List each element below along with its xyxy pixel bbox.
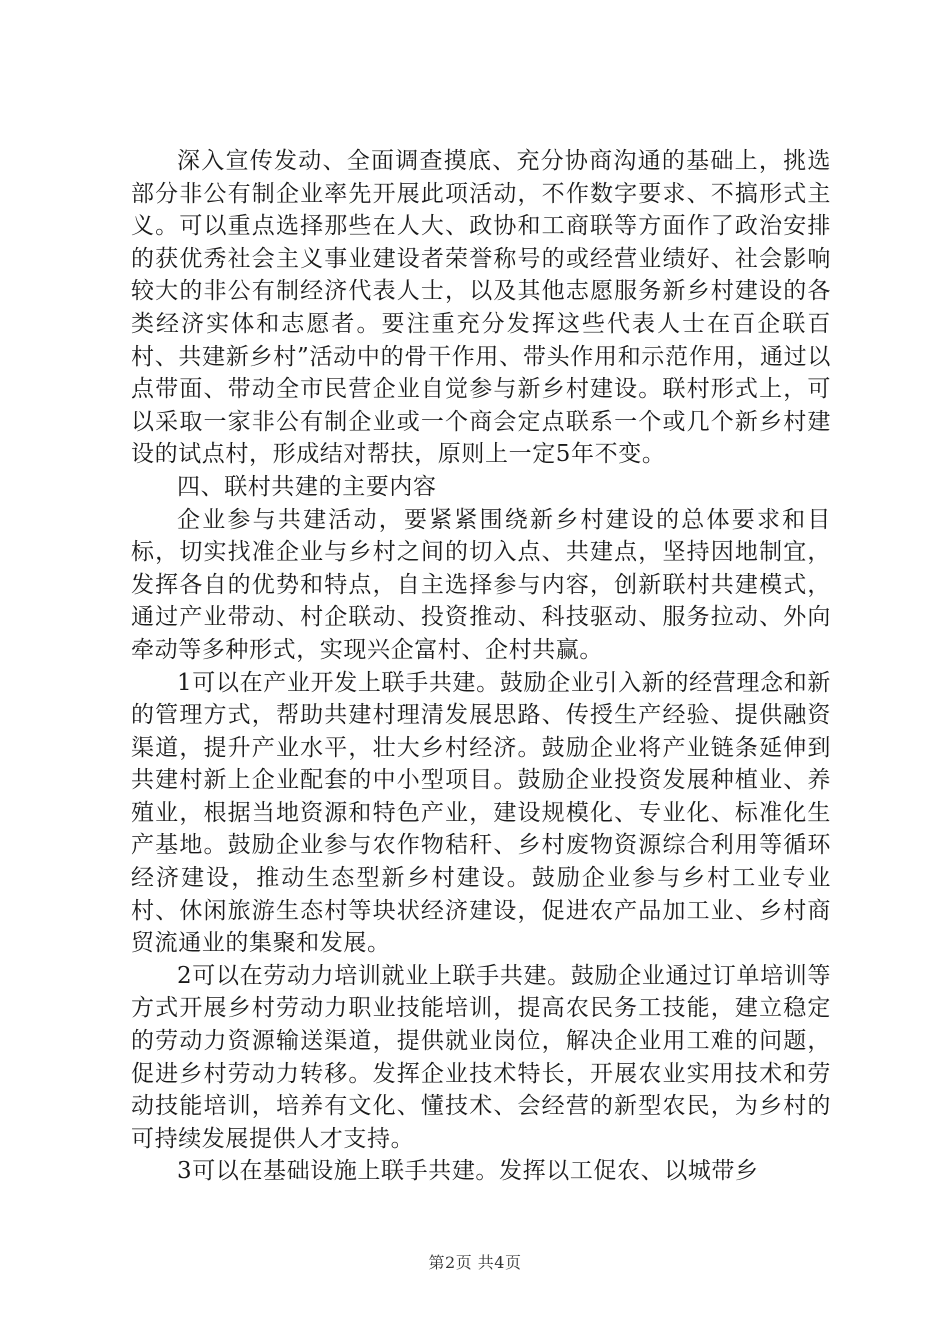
paragraph-item-1-industry: 1可以在产业开发上联手共建。鼓励企业引入新的经营理念和新的管理方式，帮助共建村理清发展思路、传授生产经验、提供融资渠道，提升产业水平，壮大乡村经济。鼓励企业将产业链条延伸到共建村新上企业配套的中小型项目。鼓励企业投资发展种植业、养殖业，根据当地资源和特色产业，建设规模化、专业化、标准化生产基地。鼓励企业参与农作物秸秆、乡村废物资源综合利用等循环经济建设，推动生态型新乡村建设。鼓励企业参与乡村工业专业村、休闲旅游生态村等块状经济建设，促进农产品加工业、乡村商贸流通业的集聚和发展。 (131, 669, 831, 957)
paragraph-item-2-labor-training: 2可以在劳动力培训就业上联手共建。鼓励企业通过订单培训等方式开展乡村劳动力职业技能培训，提高农民务工技能，建立稳定的劳动力资源输送渠道，提供就业岗位，解决企业用工难的问题，促进乡村劳动力转移。发挥企业技术特长，开展农业实用技术和劳动技能培训，培养有文化、懂技术、会经营的新型农民，为乡村的可持续发展提供人才支持。 (131, 962, 831, 1152)
document-body (131, 145, 831, 1188)
page-footer: 第2页 共4页 (428, 1253, 522, 1272)
paragraph-item-3-infrastructure: 3可以在基础设施上联手共建。发挥以工促农、以城带乡 (177, 1158, 759, 1185)
paragraph-intro-continuation: 深入宣传发动、全面调查摸底、充分协商沟通的基础上，挑选部分非公有制企业率先开展此项活动，不作数字要求、不搞形式主义。可以重点选择那些在人大、政协和工商联等方面作了政治安排的获优秀社会主义事业建设者荣誉称号的或经营业绩好、社会影响较大的非公有制经济代表人士，以及其他志愿服务新乡村建设的各类经济实体和志愿者。要注重充分发挥这些代表人士在百企联百村、共建新乡村”活动中的骨干作用、带头作用和示范作用，通过以点带面、带动全市民营企业自觉参与新乡村建设。联村形式上，可以采取一家非公有制企业或一个商会定点联系一个或几个新乡村建设的试点村，形成结对帮扶，原则上一定5年不变。 (131, 148, 831, 468)
section-heading-4: 四、联村共建的主要内容 (177, 473, 437, 500)
paragraph-section-4-overview: 企业参与共建活动，要紧紧围绕新乡村建设的总体要求和目标，切实找准企业与乡村之间的切入点、共建点，坚持因地制宜，发挥各自的优势和特点，自主选择参与内容，创新联村共建模式，通过产业带动、村企联动、投资推动、科技驱动、服务拉动、外向牵动等多种形式，实现兴企富村、企村共赢。 (131, 506, 831, 663)
